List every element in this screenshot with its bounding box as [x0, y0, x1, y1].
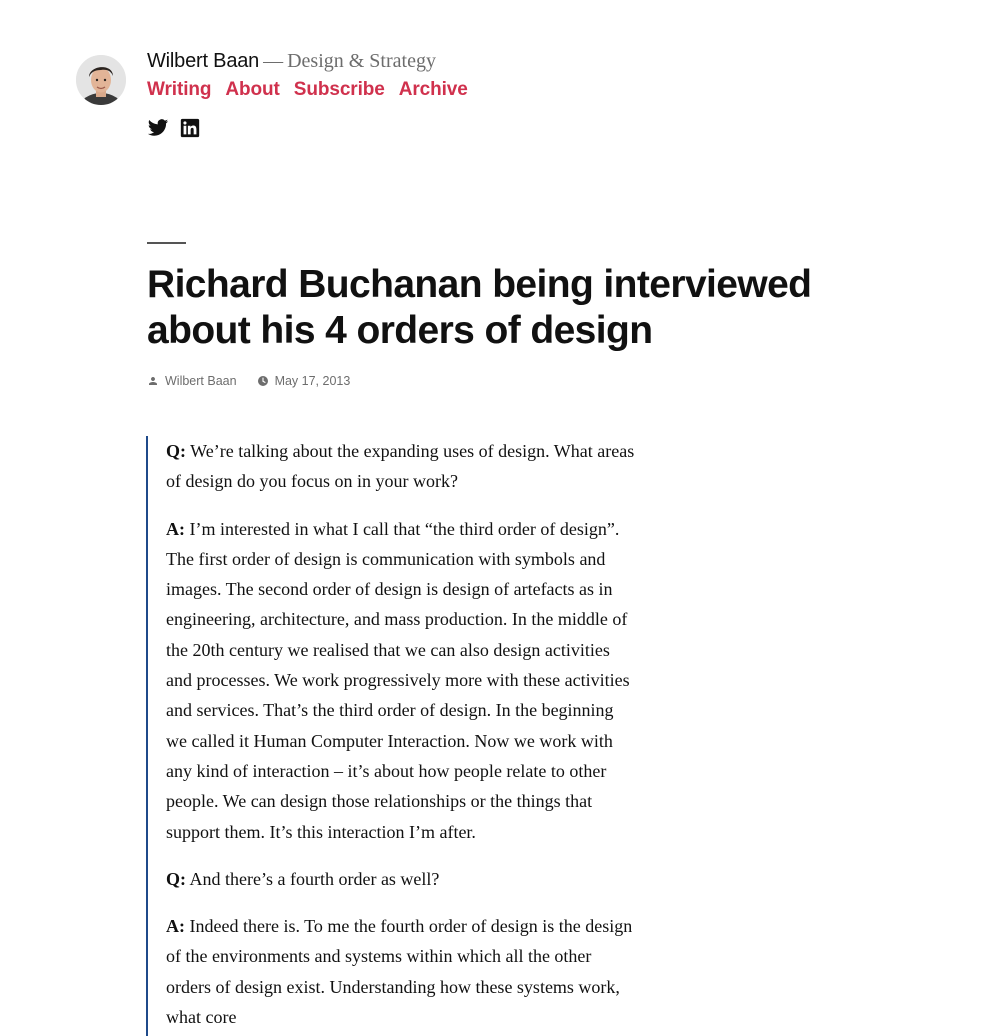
nav-item-about[interactable]: About	[225, 79, 280, 100]
title-dash: —	[263, 50, 284, 72]
twitter-icon	[147, 117, 169, 139]
interview-paragraph	[166, 436, 636, 497]
post-meta	[147, 374, 370, 388]
paragraph-text: And there’s a fourth order as well?	[186, 868, 440, 889]
paragraph-text: I’m interested in what I call that “the third order of design”. The first order of design is communication with symbols and images. The second order of design is design of artefacts as in engineering, architecture, and mass production. In the middle of the 20th century we realised that we can also design activities and processes. We work progressively more with these activities and services. That’s the third order of design. In the beginning we called it Human Computer Interaction. Now we work with any kind of interaction – it’s about how people relate to other people. We can design those relationships or the things that support them. It’s this interaction I’m after.	[166, 518, 630, 842]
linkedin-link[interactable]	[179, 117, 201, 139]
avatar-photo	[76, 55, 126, 105]
site-description: Design & Strategy	[287, 50, 436, 72]
primary-nav	[147, 79, 482, 101]
speaker-label: A:	[166, 916, 185, 937]
site-avatar[interactable]	[76, 55, 126, 105]
post-date-link[interactable]: May 17, 2013	[274, 374, 351, 388]
person-icon	[147, 375, 159, 387]
site-branding	[147, 50, 436, 73]
speaker-label: Q:	[166, 868, 186, 889]
interview-paragraph	[166, 864, 636, 894]
site-header	[0, 0, 1000, 160]
linkedin-icon	[179, 117, 201, 139]
speaker-label: A:	[166, 518, 185, 539]
site-title-link[interactable]: Wilbert Baan	[147, 50, 260, 72]
twitter-link[interactable]	[147, 117, 169, 139]
paragraph-text: Indeed there is. To me the fourth order of design is the design of the environments and systems within which all the other orders of design exist. Understanding how these systems work, what core	[166, 916, 633, 1028]
post-author	[147, 374, 237, 388]
social-nav	[147, 117, 201, 139]
paragraph-text: We’re talking about the expanding uses of design. What areas of design do you focus on in your work?	[166, 441, 635, 492]
post-date	[257, 374, 351, 388]
title-separator	[147, 242, 186, 244]
nav-item-writing[interactable]: Writing	[147, 79, 212, 100]
speaker-label: Q:	[166, 441, 186, 461]
nav-item-archive[interactable]: Archive	[398, 79, 468, 100]
interview-paragraph	[166, 514, 636, 847]
interview-quote	[146, 436, 635, 1036]
nav-item-subscribe[interactable]: Subscribe	[293, 79, 385, 100]
post-author-link[interactable]: Wilbert Baan	[165, 374, 237, 388]
clock-icon	[257, 375, 269, 387]
interview-paragraph	[166, 911, 636, 1032]
entry-title: Richard Buchanan being interviewed about his 4 orders of design	[147, 263, 812, 352]
